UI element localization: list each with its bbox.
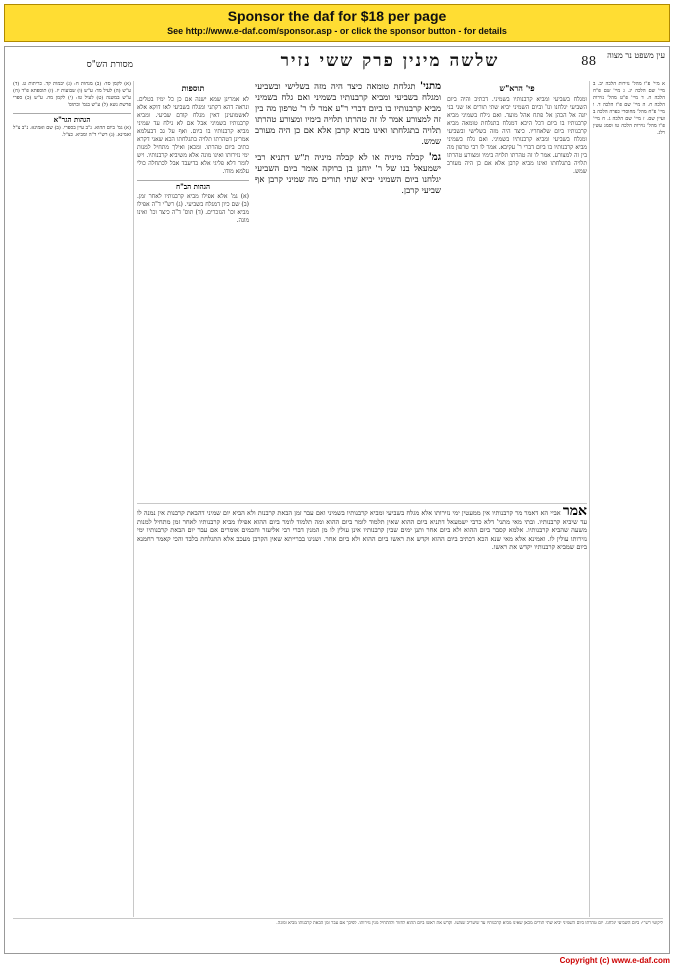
ein-mishpat-label: עין משפט נר מצוה (607, 51, 665, 60)
sponsor-banner[interactable] (4, 4, 670, 42)
gemara-lower-column (137, 507, 587, 917)
gemara-text: קבלה מיניה או לא קבלה מיניה ת"ש דתניא רבי ישמעאל בנו של ר' יוחנן בן ברוקה אומר ביום השביעי יגלחנו ביום השמיני יביא שתי תורים מה שמיני קרבן אף שביעי קרבן. (255, 153, 441, 196)
ein-mishpat-text: א מיי' פ"ו מהל' נזירות הלכה יב. ב מיי' שם הלכה יג. ג מיי' שם פ"ח הלכה ה. ד מיי' פ"ט מהל' נזירות הלכה ח. ה מיי' שם פ"ז הלכה ד. ו מיי' פ"ח מהל' מחוסרי כפרה הלכה ב ועיין שם. ז מיי' שם הלכה ג. ח מיי' פ"ו מהל' נזירות הלכה טו וסמג עשין רלג. (593, 81, 665, 136)
column-divider (133, 81, 134, 917)
rashi-text: ומגלח בשביעי ומביא קרבנותיו בשמיני. דכתיב והיה ביום השביעי יגלחנו וגו' וביום השמיני יביא שתי תורים או שני בני יונה אל הכהן אל פתח אהל מועד. ואם גילח בשמיני מביא קרבנותיו בו ביום דכל היכא דמגלח בתגלחת טומאה מביא קרבנותיו ביום שלאחריו. כיצד היה מזה בשלישי ובשביעי ומגלח בשביעי ומביא קרבנותיו בשמיני. ואם גלח בשמיני מביא קרבנותיו בו ביום דברי ר' עקיבא. אמר לו רבי טרפון מה בין זה למצורע. אמר לו זה טהרתו תלויה בימיו ומצורע טהרתו תלויה בתגלחתו ואינו מביא קרבן אלא אם כן היה מעורב שמש. (447, 96, 587, 175)
gemara-opening-word: גמ' (428, 152, 441, 163)
tosafot-column (137, 81, 249, 501)
likutei-rashi-footnotes (13, 921, 663, 945)
tosafot-text: לא אמרינן שמא ישנה אם כן כל ימיו בטלים. ונראה דהא דקתני ומגלח בשביעי לאו דוקא אלא לאשמועינן דאין מגלח קודם שביעי. ומביא קרבנותיו בשמיני אבל אם לא גילח עד שמיני מביא קרבנותיו בו ביום. ואף על גב דבעלמא אמרינן דטהרתו תלויה בתגלחתו הכא שאני דקרא כתיב ביום טהרתו. ומכאן ואילך מתחיל למנות ימי נזירותו ואינו מונה אלא משיביא קרבנותיו. ויש לומר דלא פליגי אלא בדיעבד אבל לכתחלה כולי עלמא מודו. (137, 96, 249, 175)
copyright-link[interactable]: Copyright (c) www.e-daf.com (559, 956, 670, 965)
folio-number: 88 (581, 54, 597, 68)
section-divider (137, 503, 587, 504)
masoret-hashas-column (13, 81, 131, 917)
hagahot-bach-text: (א) גמ' אלא אפילו מביא קרבנותיו לאחר זמן. (ב) שם כיון דמגלח בשביעי. (ג) רש"י ד"ה אפילו מביא וכו' הנזכרים. (ד) תוס' ד"ה כיצד וכו' ואינו מונה. (137, 193, 249, 224)
hagahot-gra-text: (א) גמ' ביום ההוא. נ"ב עיין בספרי. (ב) שם ואמינא. נ"ב צ"ל ואמינא. (ג) רש"י ד"ה ומביא. כצ"ל. (13, 125, 131, 138)
masoret-hashas-text: (א) לקמן סד: (ב) מנחות ח: (ג) יבמות קד. כריתות ט. (ד) ע"ש (ה) לעיל מד: ע"ש (ו) שבועות יז. (ז) תוספתא פ"ד (ח) ע"ש במשנה (ט) לעיל טז: (י) לקמן מה. ע"ש (כ) ספרי פרשת נשא (ל) ע"ש בגמ' ובתוס' (13, 81, 131, 108)
gemara-lower-opening-word: אמר (562, 507, 587, 519)
chapter-header: שלשה מינין פרק ששי נזיר (280, 51, 500, 71)
sponsor-banner-subtitle[interactable]: See http://www.e-daf.com/sponsor.asp - or click the sponsor button - for details (167, 26, 507, 36)
mishnah-text: תגלחת טומאה כיצד היה מזה בשלישי ובשביעי ומגלח בשביעי ומביא קרבנותיו בשמיני ואם גלח בשמיני מביא קרבנותיו בו ביום דברי ר"ע אמר לו ר' טרפון מה בין זה למצורע אמר לו זה טהרתו תלויה בימיו ומצורע טהרתו תלויה בתגלחתו ואינו מביא קרבן אלא אם כן היה מעורב שמש. (255, 82, 441, 147)
tosafot-heading: תוספות (181, 83, 205, 93)
talmud-page (4, 46, 670, 954)
hagahot-bach-heading: הגהות הב"ח (137, 180, 249, 191)
footnote-divider (13, 918, 663, 919)
hagahot-gra-heading: הגהות הגר"א (13, 113, 131, 123)
sponsor-banner-title[interactable]: Sponsor the daf for $18 per page (227, 8, 447, 24)
column-divider (589, 81, 590, 917)
gemara-lower-text: אביי הא דאמר מר קרבנותיו אין ממעטין ימי נזירותו אלא מגלח בשביעי ומביא קרבנותיו בשמיני ואם עבר זמן הבאת קרבנות ולא הביא יום שמיני דהבאת קרבנות אין נמנה לו עד שיביא קרבנותיו. ובתי מאי מתני' דלא כרבי ישמעאל דתניא ביום ההוא שאין תלמוד לומר ביום ההוא ומה תלמוד לומר ביום ההוא אפילו מביא קרבנותיו לאחר זמן מתחיל למנות משעה שהביא קרבנותיו. אלמא קסבר ביום ההוא ולא ביום אחר ותנן ימים שבין קרבנותיו אינן עולין לו מן המנין דברי רבי אליעזר וחכמים אומרים אם עבר יום הבאת קרבנותיו ימי נזירותו עולין לו. ואמינא אלא מאי שנא הכא דכתיב ביום ההוא וקדש את ראשו ביום ההוא ולא ביום אחר. ושנינו בברייתא שאין הקרבן מעכב אלא התגלחת בלבד והכי קאמר רחמנא ביום שמביא קרבנותיו יקדש את ראשו. (137, 509, 587, 551)
mishnah-column (255, 81, 441, 411)
mishnah-opening-word: מתני' (420, 81, 441, 92)
ein-mishpat-column (593, 81, 665, 917)
rashi-heading: פי' הרא"ש (499, 83, 535, 93)
rashi-column (447, 81, 587, 501)
masoret-hashas-label: מסורת הש"ס (86, 60, 133, 70)
footnotes-text: ליקוטי רש"י: ביום השביעי יגלחנו. יום טהרתו ביום השמיני יביא שתי תורים מכאן שאינו מביא קרבנותיו עד שיעריב שמשו. וקדש את ראשו ביום ההוא לחזור ולהתחיל מנין נזירותו. לפיכך אם עבר זמן הבאת קרבנותו מביא ומונה. (276, 921, 663, 926)
